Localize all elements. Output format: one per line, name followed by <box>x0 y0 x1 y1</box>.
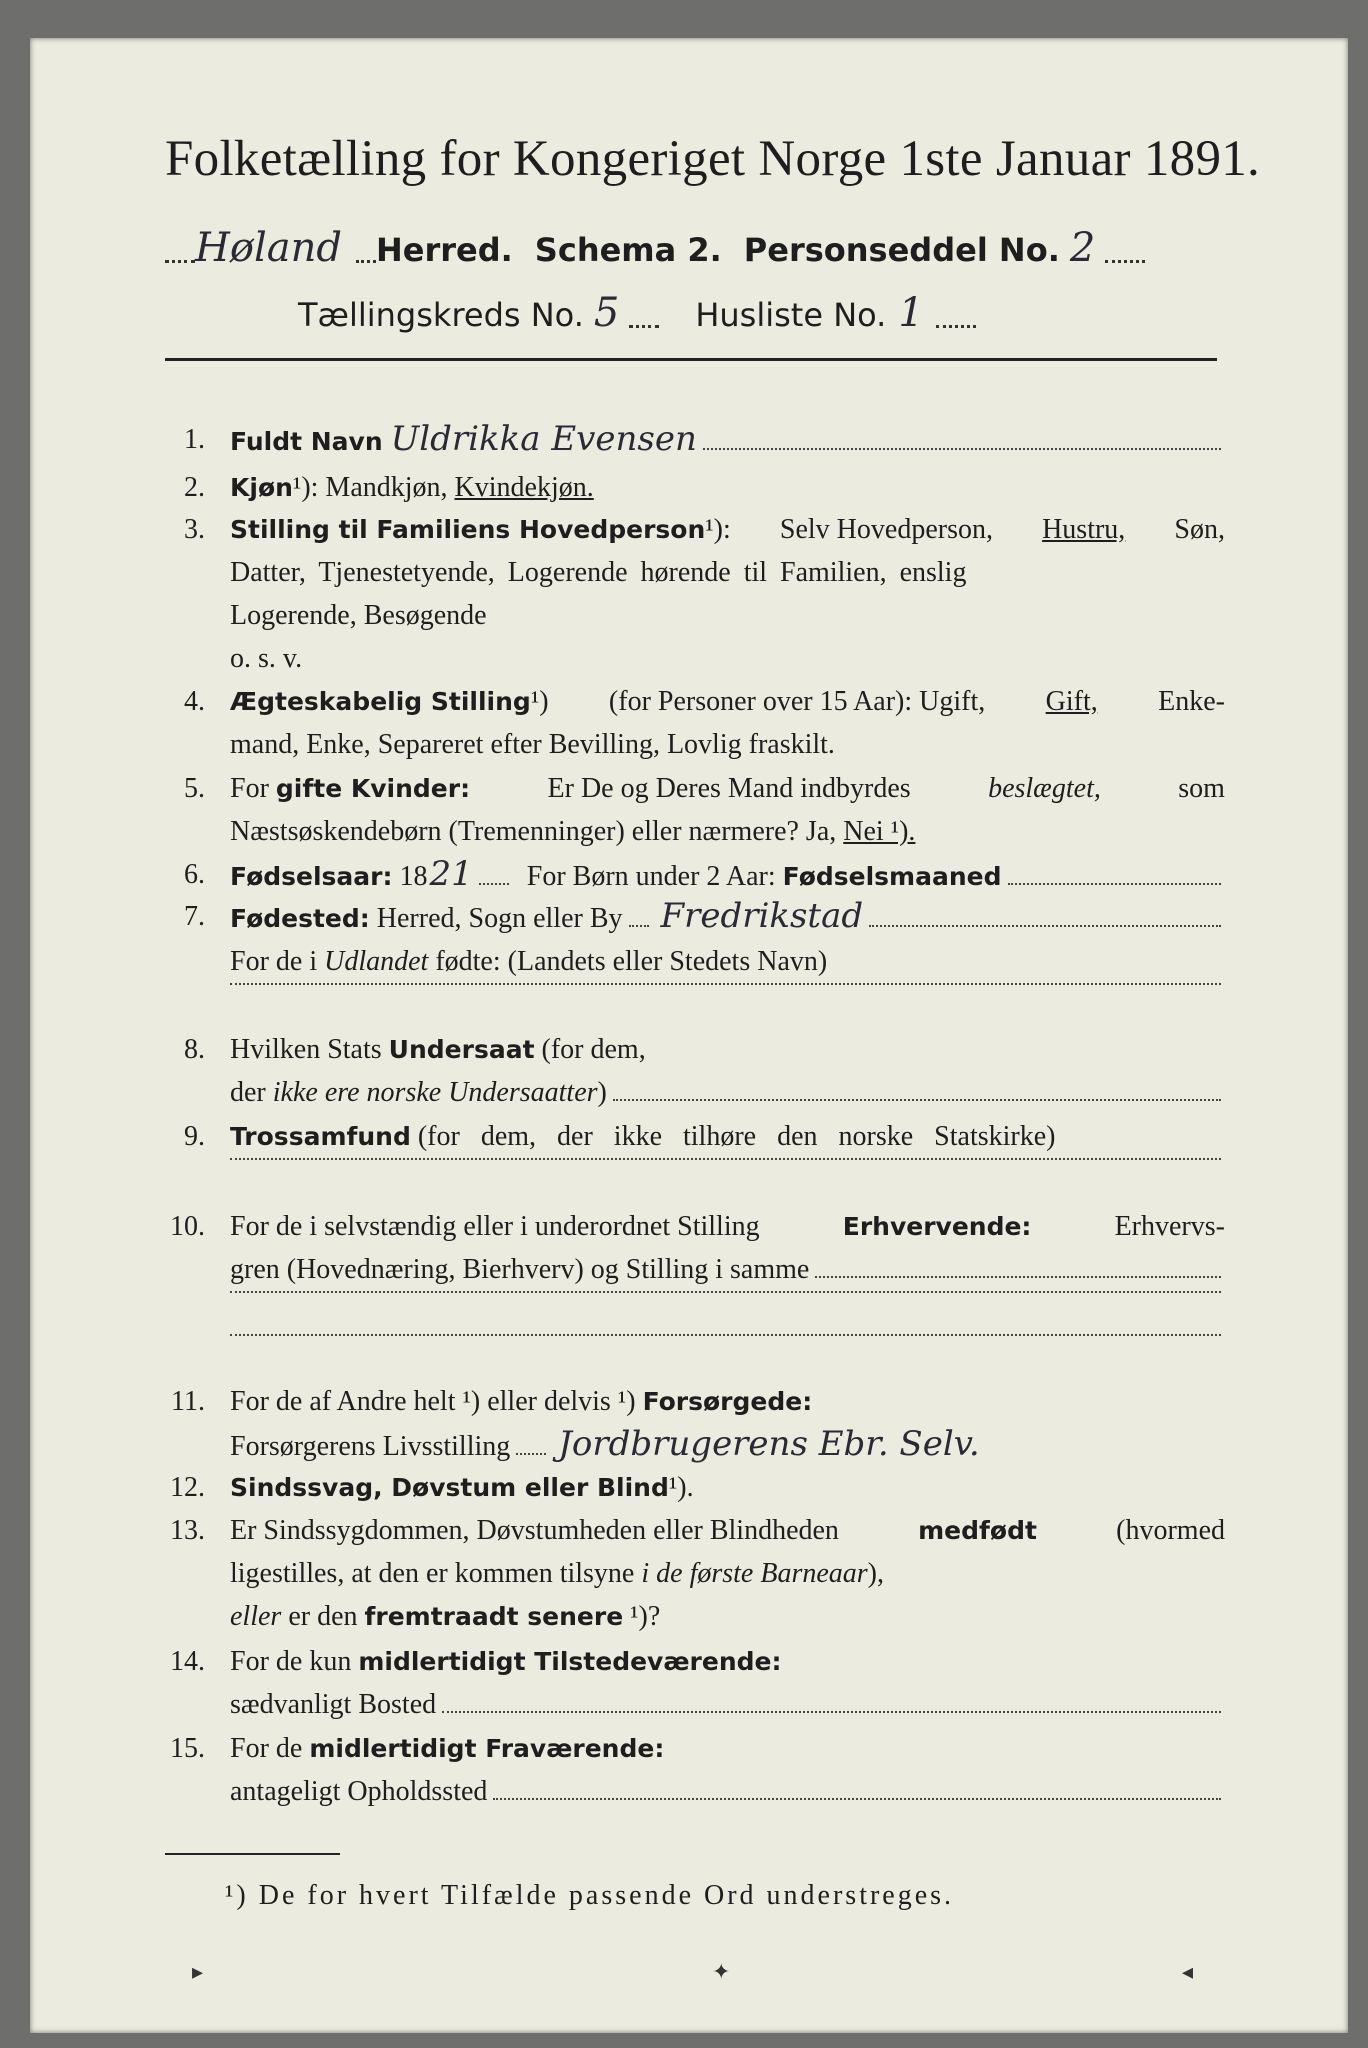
footnote: ¹) De for hvert Tilfælde passende Ord understreges. <box>225 1880 955 1911</box>
position-selected: Hustru, <box>1042 514 1126 545</box>
herred-value: Høland <box>195 225 342 271</box>
birth-year-value: 21 <box>429 854 473 894</box>
punch-mark-left: ▸ <box>192 1960 204 1985</box>
kreds-row <box>298 290 976 336</box>
herred-row <box>165 225 1145 271</box>
header-rule <box>165 358 1217 361</box>
husliste-value: 1 <box>898 290 924 336</box>
related-selected: Nei ¹). <box>843 816 916 847</box>
husliste-label: Husliste No. <box>695 296 887 334</box>
kreds-label: Tællingskreds No. <box>298 296 584 334</box>
gender-selected: Kvindekjøn. <box>454 472 594 503</box>
birthplace-answer: Fredrikstad <box>660 896 864 936</box>
provider-answer: Jordbrugerens Ebr. Selv. <box>558 1424 980 1464</box>
schema-label: Schema 2. <box>534 231 722 269</box>
kreds-value: 5 <box>593 290 620 336</box>
punch-mark-right: ◂ <box>1182 1960 1194 1985</box>
form-title: Folketælling for Kongeriget Norge 1ste Januar 1891. <box>165 131 1261 187</box>
punch-mark-center: ✦ <box>712 1960 731 1985</box>
herred-label: Herred. <box>375 231 513 269</box>
name-answer: Uldrikka Evensen <box>390 419 697 459</box>
personseddel-label: Personseddel No. <box>743 231 1060 269</box>
marital-selected: Gift, <box>1045 686 1098 717</box>
footnote-rule <box>165 1853 340 1855</box>
personseddel-value: 2 <box>1069 225 1096 271</box>
